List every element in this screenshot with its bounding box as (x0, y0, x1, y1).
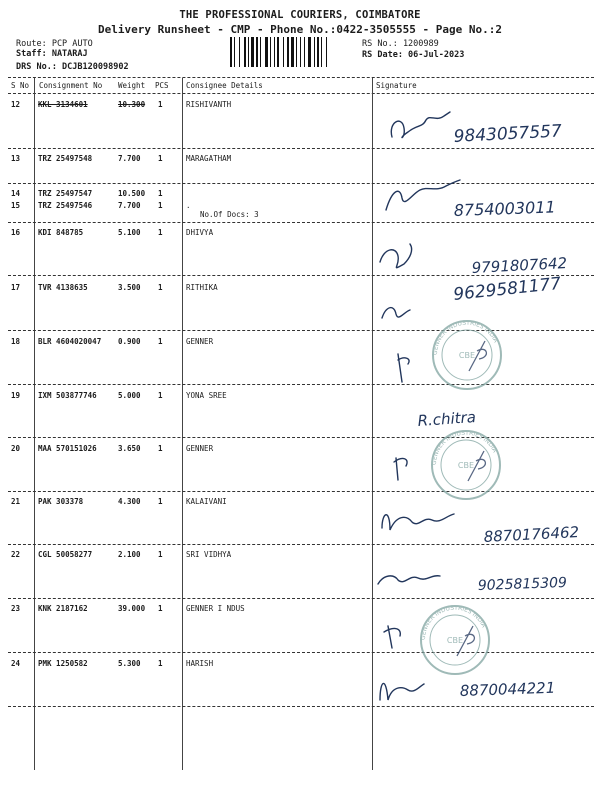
barcode-bar (244, 37, 246, 67)
row-pcs: 1 (158, 283, 163, 292)
svg-text:CBE: CBE (457, 461, 475, 470)
row-consignment: TVR 4138635 (38, 283, 88, 292)
row-consignment: TRZ 25497546 (38, 201, 93, 210)
row-weight: 5.000 (118, 391, 141, 400)
barcode-bar (304, 37, 305, 67)
col-header-pcs: PCS (155, 81, 169, 90)
rs-number: RS No.: 1200989 (362, 39, 439, 49)
row-consignee: RISHIVANTH (186, 100, 232, 109)
row-consignee: GENNER (186, 337, 214, 346)
company-stamp (420, 605, 489, 674)
row-sno: 21 (11, 497, 21, 506)
row-weight: 10.500 (118, 189, 146, 198)
row-consignment: KNK 2187162 (38, 604, 88, 613)
row-sno: 16 (11, 228, 21, 237)
signature-scribble (382, 308, 410, 318)
signature-scribble (394, 458, 407, 480)
company-stamp (431, 430, 500, 499)
svg-text:CBE: CBE (446, 636, 464, 645)
row-sno: 14 (11, 189, 21, 198)
row-separator (8, 652, 594, 653)
row-consignment: KDI 848785 (38, 228, 84, 237)
row-pcs: 1 (158, 189, 163, 198)
handwritten-phone: 8754003011 (453, 197, 556, 220)
row-weight: 7.700 (118, 201, 141, 210)
handwritten-phone: 8870044221 (459, 678, 556, 700)
row-weight: 2.100 (118, 550, 141, 559)
barcode-bar (265, 37, 268, 67)
signature-scribble (386, 180, 460, 210)
col-header-weight: Weight (118, 81, 146, 90)
barcode-bar (326, 37, 327, 67)
row-separator (8, 148, 594, 149)
column-divider (34, 78, 35, 770)
barcode-bar (308, 37, 311, 67)
col-header-sno: S No (11, 81, 30, 90)
row-separator (8, 275, 594, 276)
row-sno: 12 (11, 100, 21, 109)
row-weight: 39.000 (118, 604, 146, 613)
svg-text:GENNER INDUSTRIES INDIA: GENNER INDUSTRIES INDIA (430, 429, 499, 466)
runsheet-title: Delivery Runsheet - CMP - Phone No.:0422-3505555 - Page No.:2 (98, 23, 502, 36)
row-separator (8, 330, 594, 331)
barcode-bar (300, 37, 301, 67)
handwritten-phone: 9629581177 (452, 273, 563, 305)
barcode-bar (317, 37, 319, 67)
column-divider (182, 78, 183, 770)
row-sno: 22 (11, 550, 21, 559)
row-consignee: KALAIVANI (186, 497, 227, 506)
row-sno: 13 (11, 154, 21, 163)
row-weight: 7.700 (118, 154, 141, 163)
handwritten-phone: R.chitra (417, 407, 477, 430)
row-sno: 15 (11, 201, 21, 210)
barcode-bar (283, 37, 284, 67)
barcode-bar (248, 37, 249, 67)
barcode-image (230, 37, 358, 67)
row-consignment: MAA 570151026 (38, 444, 97, 453)
col-header-signature: Signature (376, 81, 417, 90)
row-consignee: RITHIKA (186, 283, 218, 292)
row-consignment: BLR 4604020047 (38, 337, 102, 346)
row-consignee: SRI VIDHYA (186, 550, 232, 559)
svg-text:GENNER INDUSTRIES INDIA: GENNER INDUSTRIES INDIA (419, 604, 488, 641)
header-bottom-rule (8, 93, 594, 94)
barcode-bar (260, 37, 261, 67)
col-header-consignee: Consignee Details (186, 81, 263, 90)
row-consignment: CGL 50058277 (38, 550, 93, 559)
row-sno: 24 (11, 659, 21, 668)
row-consignment: TRZ 25497548 (38, 154, 93, 163)
row-pcs: 1 (158, 201, 163, 210)
barcode-bar (291, 37, 294, 67)
row-pcs: 1 (158, 444, 163, 453)
row-sno: 20 (11, 444, 21, 453)
row-consignee: YONA SREE (186, 391, 227, 400)
signature-scribble (378, 576, 440, 584)
row-separator (8, 598, 594, 599)
row-pcs: 1 (158, 391, 163, 400)
col-header-consignment: Consignment No (39, 81, 103, 90)
row-weight: 3.650 (118, 444, 141, 453)
svg-text:GENNER INDUSTRIES INDIA: GENNER INDUSTRIES INDIA (431, 319, 500, 356)
handwritten-phone: 8870176462 (483, 523, 580, 546)
handwritten-phone: 9025815309 (477, 574, 568, 594)
company-title: THE PROFESSIONAL COURIERS, COIMBATORE (179, 9, 421, 21)
signature-scribble (384, 626, 400, 648)
row-separator (8, 491, 594, 492)
drs-number: DRS No.: DCJB120098902 (16, 62, 129, 72)
row-separator (8, 437, 594, 438)
signature-scribble (382, 514, 454, 530)
barcode-bar (270, 37, 271, 67)
row-pcs: 1 (158, 550, 163, 559)
row-consignee: MARAGATHAM (186, 154, 232, 163)
row-consignment: PAK 303378 (38, 497, 84, 506)
row-pcs: 1 (158, 337, 163, 346)
signature-scribble (391, 112, 450, 138)
row-weight: 5.300 (118, 659, 141, 668)
row-consignment: IXM 503877746 (38, 391, 97, 400)
row-consignee: GENNER (186, 444, 214, 453)
row-pcs: 1 (158, 100, 163, 109)
row-pcs: 1 (158, 604, 163, 613)
row-weight: 5.100 (118, 228, 141, 237)
docs-note: No.Of Docs: 3 (200, 210, 259, 219)
barcode-bar (251, 37, 254, 67)
handwritten-phone: 9843057557 (453, 121, 563, 147)
row-sno: 23 (11, 604, 21, 613)
barcode-bar (296, 37, 297, 67)
svg-text:CBE: CBE (458, 351, 476, 360)
row-pcs: 1 (158, 659, 163, 668)
row-consignee: . (186, 201, 191, 210)
row-consignee: DHIVYA (186, 228, 214, 237)
barcode-bar (287, 37, 289, 67)
column-divider (372, 78, 373, 770)
row-consignment: TRZ 25497547 (38, 189, 93, 198)
barcode-bar (230, 37, 232, 67)
row-weight: 4.300 (118, 497, 141, 506)
row-separator (8, 183, 594, 184)
row-weight: 0.900 (118, 337, 141, 346)
row-pcs: 1 (158, 228, 163, 237)
barcode-bar (274, 37, 275, 67)
row-pcs: 1 (158, 497, 163, 506)
row-separator (8, 222, 594, 223)
barcode-bar (314, 37, 315, 67)
handwritten-phone: 9791807642 (471, 254, 568, 277)
route-label: Route: PCP AUTO (16, 39, 93, 49)
row-sno: 18 (11, 337, 21, 346)
barcode-bar (239, 37, 240, 67)
row-sno: 17 (11, 283, 21, 292)
barcode-bar (277, 37, 279, 67)
signature-scribble (380, 683, 424, 700)
row-consignment: KKL 3134601 (38, 100, 88, 109)
signature-scribble (398, 354, 409, 382)
row-separator (8, 544, 594, 545)
barcode-bar (234, 37, 235, 67)
rs-date: RS Date: 06-Jul-2023 (362, 50, 465, 60)
row-consignee: HARISH (186, 659, 214, 668)
signature-scribble (380, 244, 412, 268)
row-weight: 3.500 (118, 283, 141, 292)
row-sno: 19 (11, 391, 21, 400)
row-weight: 10.300 (118, 100, 146, 109)
barcode-bar (321, 37, 322, 67)
row-consignee: GENNER I NDUS (186, 604, 245, 613)
row-separator (8, 706, 594, 707)
row-consignment: PMK 1250582 (38, 659, 88, 668)
staff-label: Staff: NATARAJ (16, 49, 88, 59)
row-pcs: 1 (158, 154, 163, 163)
barcode-bar (256, 37, 258, 67)
row-separator (8, 384, 594, 385)
header-top-rule (8, 77, 594, 78)
